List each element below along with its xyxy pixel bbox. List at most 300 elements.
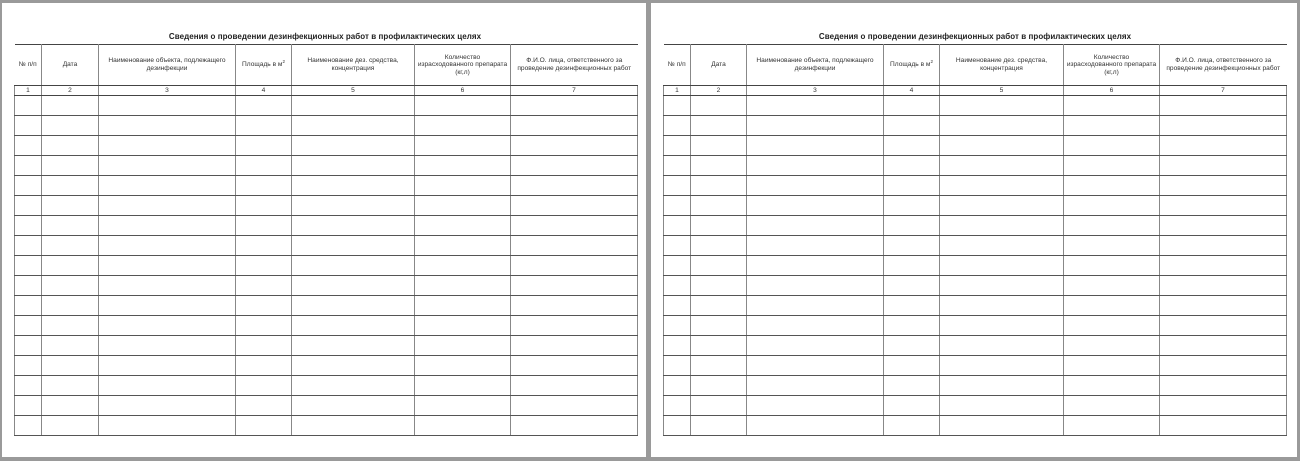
col-number: 4 xyxy=(884,86,940,96)
table-cell xyxy=(940,356,1064,376)
header-row xyxy=(664,45,1287,86)
col-header-agent: Наименование дез. средства, концентрация xyxy=(292,45,415,86)
table-cell xyxy=(664,376,691,396)
table-cell xyxy=(884,396,940,416)
table-cell xyxy=(1160,236,1287,256)
table-cell xyxy=(42,216,99,236)
col-number: 3 xyxy=(99,86,236,96)
table-cell xyxy=(1160,216,1287,236)
col-header-quantity: Количество израсходованного препарата (кг,л) xyxy=(1064,45,1160,86)
table-cell xyxy=(940,236,1064,256)
table-cell xyxy=(236,96,292,116)
table-cell xyxy=(884,196,940,216)
table-cell xyxy=(691,296,747,316)
table-cell xyxy=(42,96,99,116)
table-cell xyxy=(42,416,99,436)
table-cell xyxy=(940,176,1064,196)
table-row xyxy=(664,136,1287,156)
table-cell xyxy=(691,156,747,176)
table-cell xyxy=(1064,236,1160,256)
table-cell xyxy=(15,276,42,296)
table-cell xyxy=(664,256,691,276)
table-cell xyxy=(236,236,292,256)
table-cell xyxy=(1064,376,1160,396)
table-row xyxy=(664,236,1287,256)
table-cell xyxy=(747,416,884,436)
table-cell xyxy=(42,236,99,256)
col-header-agent: Наименование дез. средства, концентрация xyxy=(940,45,1064,86)
table-cell xyxy=(511,236,638,256)
table-cell xyxy=(42,136,99,156)
table-cell xyxy=(415,316,511,336)
table-cell xyxy=(884,416,940,436)
table-cell xyxy=(42,116,99,136)
table-cell xyxy=(884,96,940,116)
table-cell xyxy=(1064,96,1160,116)
table-cell xyxy=(940,196,1064,216)
table-cell xyxy=(42,176,99,196)
col-number: 4 xyxy=(236,86,292,96)
table-row xyxy=(664,376,1287,396)
table-cell xyxy=(1064,316,1160,336)
table-cell xyxy=(415,196,511,216)
table-cell xyxy=(99,136,236,156)
table-cell xyxy=(884,176,940,196)
table-cell xyxy=(415,416,511,436)
page-title: Сведения о проведении дезинфекционных работ в профилактических целях xyxy=(168,32,482,41)
table-cell xyxy=(99,256,236,276)
table-cell xyxy=(747,176,884,196)
table-cell xyxy=(511,276,638,296)
table-cell xyxy=(99,296,236,316)
table-cell xyxy=(292,316,415,336)
table-cell xyxy=(691,356,747,376)
table-cell xyxy=(511,416,638,436)
table-cell xyxy=(940,276,1064,296)
journal-page-right xyxy=(651,3,1297,457)
table-row xyxy=(664,216,1287,236)
table-cell xyxy=(511,136,638,156)
table-cell xyxy=(15,96,42,116)
table-cell xyxy=(1160,356,1287,376)
table-row xyxy=(664,196,1287,216)
table-cell xyxy=(664,356,691,376)
table-cell xyxy=(1064,256,1160,276)
table-cell xyxy=(747,336,884,356)
table-cell xyxy=(292,356,415,376)
table-cell xyxy=(99,156,236,176)
disinfection-table xyxy=(663,44,1287,436)
table-cell xyxy=(884,256,940,276)
table-cell xyxy=(415,336,511,356)
table-cell xyxy=(691,316,747,336)
table-cell xyxy=(747,376,884,396)
table-cell xyxy=(236,196,292,216)
table-cell xyxy=(1064,156,1160,176)
table-cell xyxy=(1160,336,1287,356)
table-cell xyxy=(664,396,691,416)
table-row xyxy=(664,116,1287,136)
col-number: 5 xyxy=(940,86,1064,96)
table-cell xyxy=(42,256,99,276)
table-cell xyxy=(1160,196,1287,216)
table-cell xyxy=(664,156,691,176)
table-cell xyxy=(1064,336,1160,356)
column-number-row xyxy=(664,86,1287,96)
table-cell xyxy=(415,256,511,276)
table-row xyxy=(664,296,1287,316)
table-cell xyxy=(747,116,884,136)
col-number: 7 xyxy=(1160,86,1287,96)
table-row xyxy=(15,376,638,396)
table-cell xyxy=(691,96,747,116)
disinfection-table xyxy=(14,44,638,436)
table-cell xyxy=(511,256,638,276)
table-cell xyxy=(99,236,236,256)
table-row xyxy=(15,136,638,156)
table-row xyxy=(15,176,638,196)
table-cell xyxy=(664,276,691,296)
table-cell xyxy=(1160,256,1287,276)
table-cell xyxy=(292,336,415,356)
table-cell xyxy=(292,176,415,196)
col-number: 2 xyxy=(42,86,99,96)
table-cell xyxy=(1064,216,1160,236)
table-cell xyxy=(99,96,236,116)
table-row xyxy=(15,96,638,116)
table-cell xyxy=(1160,396,1287,416)
table-cell xyxy=(1160,316,1287,336)
table-cell xyxy=(15,296,42,316)
table-cell xyxy=(747,276,884,296)
table-cell xyxy=(292,196,415,216)
table-cell xyxy=(99,176,236,196)
table-row xyxy=(664,316,1287,336)
table-cell xyxy=(99,416,236,436)
table-cell xyxy=(691,136,747,156)
table-row xyxy=(15,256,638,276)
table-cell xyxy=(42,316,99,336)
col-number: 5 xyxy=(292,86,415,96)
table-cell xyxy=(15,356,42,376)
table-cell xyxy=(236,116,292,136)
table-cell xyxy=(15,336,42,356)
table-cell xyxy=(664,176,691,196)
table-cell xyxy=(1064,296,1160,316)
table-cell xyxy=(940,216,1064,236)
table-cell xyxy=(691,396,747,416)
table-cell xyxy=(664,296,691,316)
table-cell xyxy=(292,156,415,176)
table-cell xyxy=(42,376,99,396)
table-cell xyxy=(415,396,511,416)
table-cell xyxy=(292,216,415,236)
table-row xyxy=(15,196,638,216)
col-header-date: Дата xyxy=(42,45,99,86)
table-row xyxy=(15,396,638,416)
table-cell xyxy=(236,216,292,236)
table-cell xyxy=(940,156,1064,176)
table-cell xyxy=(1064,396,1160,416)
table-cell xyxy=(940,296,1064,316)
table-row xyxy=(15,336,638,356)
table-cell xyxy=(415,116,511,136)
table-cell xyxy=(511,396,638,416)
table-cell xyxy=(664,236,691,256)
table-cell xyxy=(236,276,292,296)
table-cell xyxy=(236,156,292,176)
table-row xyxy=(15,416,638,436)
table-cell xyxy=(664,336,691,356)
table-cell xyxy=(1160,276,1287,296)
table-cell xyxy=(1160,136,1287,156)
table-cell xyxy=(1064,356,1160,376)
table-cell xyxy=(691,376,747,396)
table-cell xyxy=(664,116,691,136)
table-cell xyxy=(747,156,884,176)
table-cell xyxy=(42,356,99,376)
table-cell xyxy=(884,376,940,396)
table-row xyxy=(664,276,1287,296)
table-cell xyxy=(15,136,42,156)
col-number: 3 xyxy=(747,86,884,96)
table-cell xyxy=(236,256,292,276)
table-cell xyxy=(691,336,747,356)
table-row xyxy=(664,176,1287,196)
table-cell xyxy=(99,336,236,356)
table-cell xyxy=(511,376,638,396)
table-cell xyxy=(940,336,1064,356)
table-cell xyxy=(99,396,236,416)
table-cell xyxy=(1064,196,1160,216)
table-cell xyxy=(42,336,99,356)
col-number: 1 xyxy=(15,86,42,96)
table-cell xyxy=(747,236,884,256)
table-cell xyxy=(691,116,747,136)
table-cell xyxy=(236,136,292,156)
table-cell xyxy=(691,176,747,196)
table-cell xyxy=(292,116,415,136)
table-cell xyxy=(1064,416,1160,436)
table-cell xyxy=(691,196,747,216)
table-cell xyxy=(15,316,42,336)
table-cell xyxy=(99,196,236,216)
table-cell xyxy=(15,156,42,176)
table-row xyxy=(15,216,638,236)
table-cell xyxy=(664,96,691,116)
table-cell xyxy=(415,276,511,296)
table-row xyxy=(664,96,1287,116)
table-cell xyxy=(415,216,511,236)
table-cell xyxy=(884,236,940,256)
table-cell xyxy=(415,156,511,176)
table-cell xyxy=(691,416,747,436)
page-title: Сведения о проведении дезинфекционных работ в профилактических целях xyxy=(818,32,1132,41)
table-cell xyxy=(691,216,747,236)
table-cell xyxy=(511,356,638,376)
table-cell xyxy=(1160,176,1287,196)
table-cell xyxy=(747,316,884,336)
table-cell xyxy=(1160,376,1287,396)
col-header-number: № п/п xyxy=(664,45,691,86)
table-cell xyxy=(1160,156,1287,176)
table-cell xyxy=(99,356,236,376)
col-number: 2 xyxy=(691,86,747,96)
col-header-responsible: Ф.И.О. лица, ответственного за проведение дезинфекционных работ xyxy=(1160,45,1287,86)
table-row xyxy=(15,116,638,136)
table-cell xyxy=(747,136,884,156)
table-cell xyxy=(884,156,940,176)
table-cell xyxy=(884,116,940,136)
table-row xyxy=(15,276,638,296)
table-cell xyxy=(511,116,638,136)
table-cell xyxy=(292,276,415,296)
table-cell xyxy=(236,396,292,416)
table-cell xyxy=(15,116,42,136)
table-cell xyxy=(15,396,42,416)
table-cell xyxy=(940,416,1064,436)
table-cell xyxy=(415,136,511,156)
table-cell xyxy=(747,96,884,116)
table-cell xyxy=(292,96,415,116)
table-row xyxy=(15,356,638,376)
table-cell xyxy=(236,376,292,396)
table-cell xyxy=(511,216,638,236)
table-row xyxy=(664,336,1287,356)
col-header-object: Наименование объекта, подлежащего дезинфекции xyxy=(99,45,236,86)
table-cell xyxy=(15,256,42,276)
table-cell xyxy=(511,156,638,176)
column-number-row xyxy=(15,86,638,96)
table-cell xyxy=(747,196,884,216)
table-cell xyxy=(664,316,691,336)
table-cell xyxy=(940,396,1064,416)
table-cell xyxy=(884,316,940,336)
table-cell xyxy=(884,276,940,296)
table-cell xyxy=(42,396,99,416)
table-cell xyxy=(415,376,511,396)
table-cell xyxy=(292,416,415,436)
table-cell xyxy=(940,376,1064,396)
table-cell xyxy=(15,416,42,436)
table-cell xyxy=(42,196,99,216)
table-cell xyxy=(1160,96,1287,116)
table-cell xyxy=(747,296,884,316)
table-row xyxy=(664,356,1287,376)
table-cell xyxy=(1064,276,1160,296)
table-cell xyxy=(1064,176,1160,196)
table-cell xyxy=(236,356,292,376)
table-cell xyxy=(511,336,638,356)
col-number: 6 xyxy=(1064,86,1160,96)
table-cell xyxy=(42,296,99,316)
table-cell xyxy=(511,176,638,196)
table-cell xyxy=(511,96,638,116)
table-cell xyxy=(415,96,511,116)
table-cell xyxy=(1160,116,1287,136)
table-row xyxy=(664,416,1287,436)
table-cell xyxy=(292,396,415,416)
table-cell xyxy=(42,156,99,176)
col-number: 6 xyxy=(415,86,511,96)
col-header-responsible: Ф.И.О. лица, ответственного за проведение дезинфекционных работ xyxy=(511,45,638,86)
col-number: 1 xyxy=(664,86,691,96)
table-cell xyxy=(15,376,42,396)
table-cell xyxy=(664,136,691,156)
col-header-date: Дата xyxy=(691,45,747,86)
col-number: 7 xyxy=(511,86,638,96)
table-row xyxy=(15,296,638,316)
table-cell xyxy=(15,196,42,216)
table-cell xyxy=(884,356,940,376)
table-cell xyxy=(15,216,42,236)
table-cell xyxy=(1064,136,1160,156)
table-cell xyxy=(691,236,747,256)
table-row xyxy=(15,236,638,256)
table-row xyxy=(664,396,1287,416)
table-cell xyxy=(940,316,1064,336)
table-cell xyxy=(415,236,511,256)
table-cell xyxy=(236,296,292,316)
table-cell xyxy=(664,216,691,236)
table-cell xyxy=(884,336,940,356)
journal-page-left xyxy=(2,3,646,457)
table-cell xyxy=(42,276,99,296)
table-cell xyxy=(884,136,940,156)
table-cell xyxy=(664,416,691,436)
header-row xyxy=(15,45,638,86)
table-row xyxy=(15,316,638,336)
table-cell xyxy=(99,376,236,396)
table-cell xyxy=(415,176,511,196)
col-header-area: Площадь в $м^2$ xyxy=(884,45,940,86)
table-cell xyxy=(747,256,884,276)
table-row xyxy=(664,156,1287,176)
table-cell xyxy=(884,296,940,316)
table-cell xyxy=(511,196,638,216)
table-cell xyxy=(292,136,415,156)
table-cell xyxy=(940,136,1064,156)
table-cell xyxy=(747,216,884,236)
table-cell xyxy=(940,96,1064,116)
table-cell xyxy=(884,216,940,236)
table-cell xyxy=(511,316,638,336)
table-cell xyxy=(236,416,292,436)
table-cell xyxy=(99,216,236,236)
table-row xyxy=(664,256,1287,276)
table-cell xyxy=(15,236,42,256)
table-cell xyxy=(99,116,236,136)
table-cell xyxy=(236,316,292,336)
table-cell xyxy=(1064,116,1160,136)
table-row xyxy=(15,156,638,176)
table-cell xyxy=(511,296,638,316)
table-cell xyxy=(940,116,1064,136)
table-cell xyxy=(99,276,236,296)
table-cell xyxy=(415,356,511,376)
table-cell xyxy=(691,256,747,276)
table-cell xyxy=(415,296,511,316)
col-header-area: Площадь в $м^2$ xyxy=(236,45,292,86)
table-cell xyxy=(292,376,415,396)
col-header-quantity: Количество израсходованного препарата (кг,л) xyxy=(415,45,511,86)
table-cell xyxy=(292,236,415,256)
table-cell xyxy=(691,276,747,296)
table-cell xyxy=(664,196,691,216)
table-cell xyxy=(15,176,42,196)
table-cell xyxy=(292,256,415,276)
table-cell xyxy=(292,296,415,316)
